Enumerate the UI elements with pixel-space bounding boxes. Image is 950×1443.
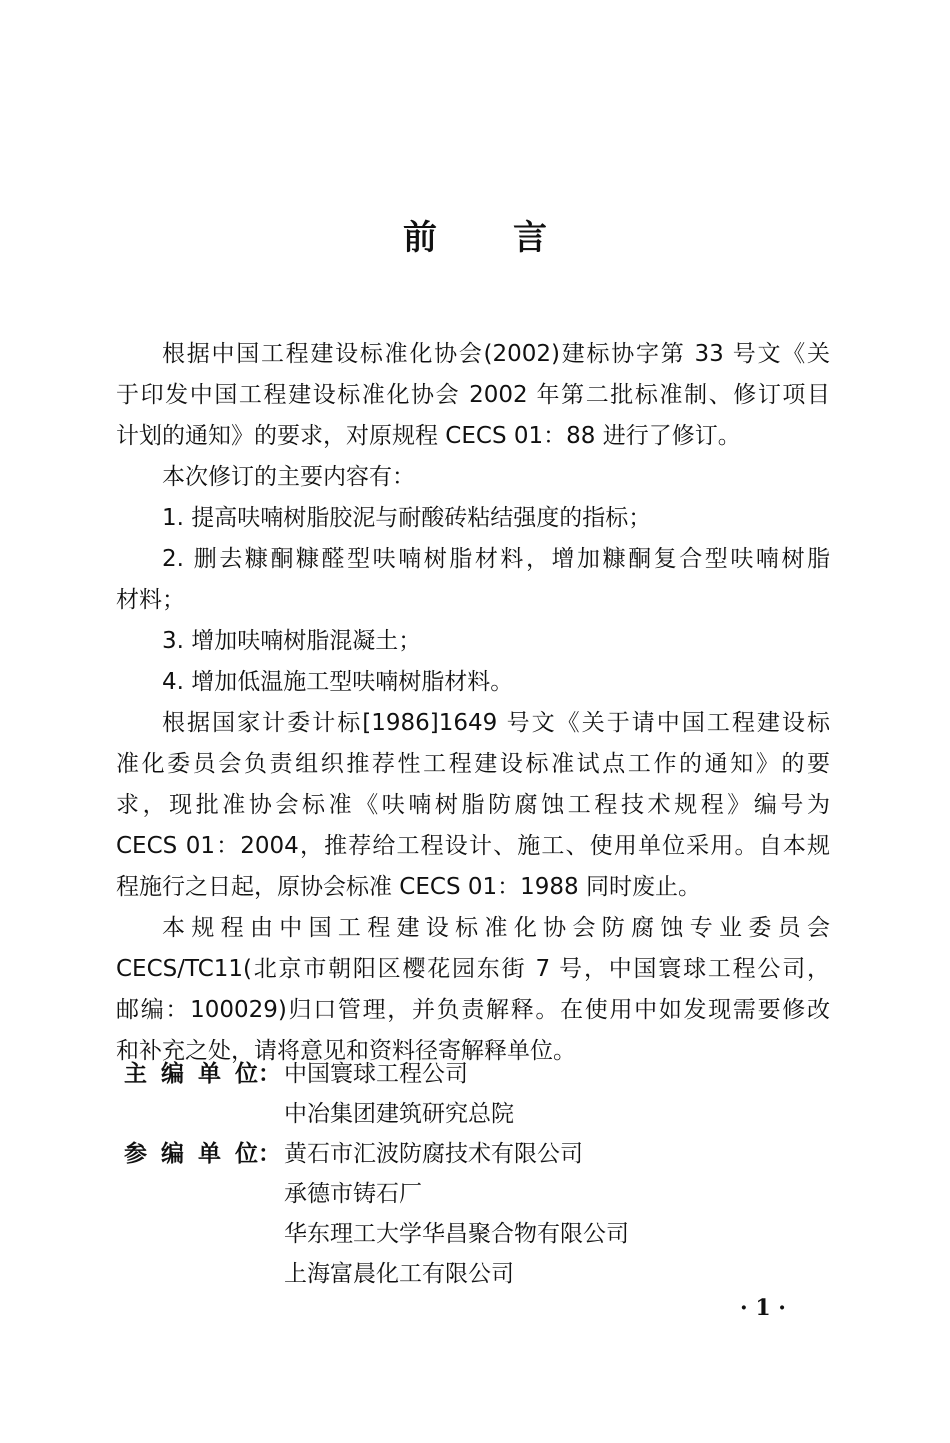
text-line: 准化委员会负责组织推荐性工程建设标准试点工作的通知》的要 xyxy=(116,751,830,777)
paragraph-basis xyxy=(70,334,830,457)
unit-name: 中冶集团建筑研究总院 xyxy=(284,1101,514,1127)
text-line: CECS 01：2004，推荐给工程设计、施工、使用单位采用。自本规 xyxy=(116,833,830,859)
text-line: 程施行之日起，原协会标准 CECS 01：1988 同时废止。 xyxy=(116,874,701,900)
label-char: 参 xyxy=(124,1141,147,1167)
unit-name: 华东理工大学华昌聚合物有限公司 xyxy=(284,1221,629,1247)
paragraph-approval xyxy=(70,703,830,908)
title-char-2: 言 xyxy=(513,218,547,258)
chief-editor-label xyxy=(124,1054,284,1134)
co-editor-row xyxy=(124,1134,629,1294)
page-number: · 1 · xyxy=(740,1295,786,1321)
list-item-4 xyxy=(70,662,830,703)
co-editor-label xyxy=(124,1134,284,1294)
text-line: 计划的通知》的要求，对原规程 CECS 01：88 进行了修订。 xyxy=(116,423,741,449)
text-line: 1. 提高呋喃树脂胶泥与耐酸砖粘结强度的指标； xyxy=(162,505,652,531)
chief-editor-row xyxy=(124,1054,629,1134)
text-line: 和补充之处，请将意见和资料径寄解释单位。 xyxy=(116,1038,576,1064)
label-char: 编 xyxy=(161,1061,184,1087)
text-line: 材料； xyxy=(116,587,185,613)
list-item-1 xyxy=(70,498,830,539)
label-char: 主 xyxy=(124,1061,147,1087)
preface-body xyxy=(70,334,830,1072)
text-line: 于印发中国工程建设标准化协会 2002 年第二批标准制、修订项目 xyxy=(116,382,830,408)
label-char: 单 xyxy=(198,1061,221,1087)
unit-name: 承德市铸石厂 xyxy=(284,1181,422,1207)
list-item-2 xyxy=(70,539,830,621)
chief-editor-list xyxy=(284,1054,514,1134)
text-line: 根据国家计委计标[1986]1649 号文《关于请中国工程建设标 xyxy=(162,710,830,736)
title-char-1: 前 xyxy=(403,218,437,258)
paragraph-management xyxy=(70,908,830,1072)
text-line: CECS/TC11(北京市朝阳区樱花园东街 7 号，中国寰球工程公司， xyxy=(116,956,830,982)
text-line: 4. 增加低温施工型呋喃树脂材料。 xyxy=(162,669,514,695)
editing-units xyxy=(124,1054,629,1294)
list-item-3 xyxy=(70,621,830,662)
label-char: 单 xyxy=(198,1141,221,1167)
label-char: 位： xyxy=(235,1141,281,1167)
text-line: 3. 增加呋喃树脂混凝土； xyxy=(162,628,422,654)
page-title xyxy=(0,210,950,259)
co-editor-list xyxy=(284,1134,629,1294)
text-line: 2. 删去糠酮糠醛型呋喃树脂材料，增加糠酮复合型呋喃树脂 xyxy=(162,546,830,572)
unit-name: 上海富晨化工有限公司 xyxy=(284,1261,514,1287)
unit-name: 黄石市汇波防腐技术有限公司 xyxy=(284,1141,583,1167)
text-line: 本次修订的主要内容有： xyxy=(162,464,415,490)
text-line: 邮编：100029)归口管理，并负责解释。在使用中如发现需要修改 xyxy=(116,997,830,1023)
text-line: 求，现批准协会标准《呋喃树脂防腐蚀工程技术规程》编号为 xyxy=(116,792,830,818)
label-char: 位： xyxy=(235,1061,281,1087)
label-char: 编 xyxy=(161,1141,184,1167)
paragraph-summary xyxy=(70,457,830,498)
text-line: 根据中国工程建设标准化协会(2002)建标协字第 33 号文《关 xyxy=(162,341,830,367)
unit-name: 中国寰球工程公司 xyxy=(284,1061,468,1087)
text-line: 本规程由中国工程建设标准化协会防腐蚀专业委员会 xyxy=(162,915,830,941)
